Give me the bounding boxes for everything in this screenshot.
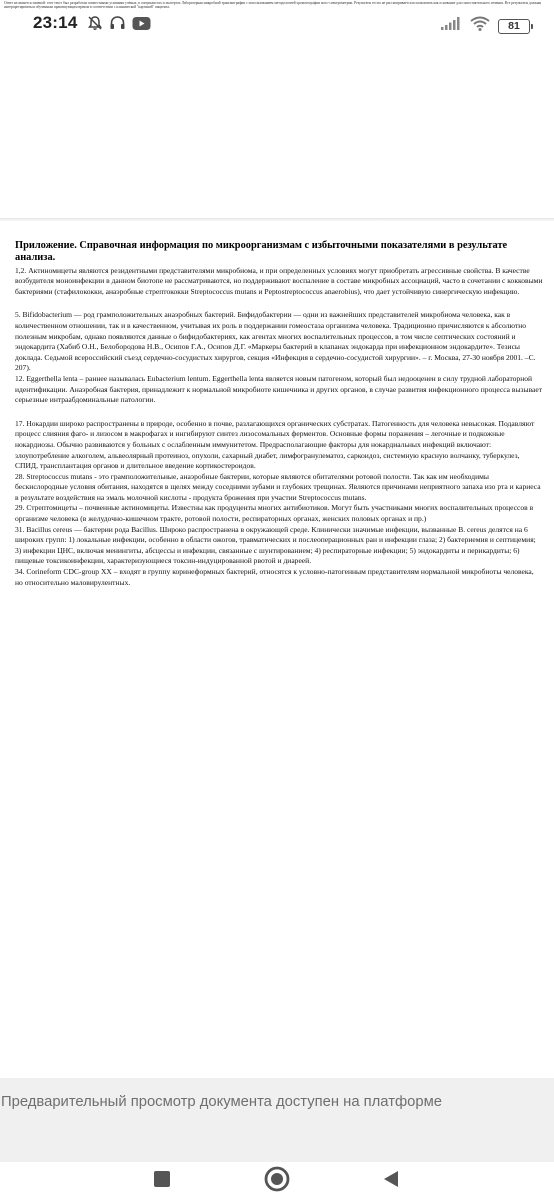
home-circle-icon: [264, 1166, 290, 1197]
paragraph-actinomycetes: 1,2. Актиномицеты являются резидентными представителями микробиома, и при определенных условиях могут приобретать агрессивные свойства. В качестве возбудителя моноинфекции в данном биотопе не рассматриваются, но поддерживают воспаление в составе микробных ассоциаций, часто в сочетании с кокковыми бактериями (стафилококки, анаэробные стрептококки Streptococcus mutans и Peptostreptococcus anaerobius), что дает устойчивую синергическую инфекцию.: [15, 265, 543, 296]
headset-icon: [109, 15, 126, 36]
document-page: [15, 240, 543, 588]
page-divider: [0, 218, 554, 221]
play-icon: [132, 16, 151, 36]
status-bar: [0, 10, 554, 40]
document-disclaimer-header: Ответ не является заменой: этот текст был разработан совместными усилиями учёных, в специалистах и экспертах Лабораторная микробной трансмиграфии с использованием методологией хромотографии масс-спектрометрии. Результаты тесты не рассматривается использовать как основание для самостоятельного лечения. Все результаты должны интерпретироваться обученным практикующим врачом в соответствии с клинической "картиной" пациента.: [4, 1, 542, 10]
back-triangle-icon: [381, 1169, 401, 1194]
signal-icon: [440, 16, 462, 36]
navigation-bar: [0, 1162, 554, 1200]
status-time: 23:14: [33, 13, 78, 32]
preview-notice[interactable]: Предварительный просмотр документа доступен на платформе: [1, 1094, 443, 1110]
battery-icon: 81: [498, 19, 530, 34]
status-system-icons: [440, 16, 530, 36]
paragraph-bacillus-cereus: 31. Bacillus cereus — бактерии рода Bacillus. Широко распространена в окружающей среде. Клинически значимые инфекции, вызванные B. cereus делятся на 6 широких групп: 1) локальные инфекции, особенно в области ожогов, травматических и послеоперационных ран и инфекции глаза; 2) бактериемия и септицемия; 3) инфекции ЦНС, включая менингиты, абсцессы и инфекции, связанные с шунтированием; 4) респираторные инфекции; 5) эндокардиты и перикардиты; 6) пищевые токсикоинфекции, характеризующиеся токсин-индуцированной рвотой и диареей.: [15, 524, 536, 566]
bell-off-icon: [87, 15, 103, 36]
preview-banner: [0, 1078, 554, 1162]
paragraph-corineform: 34. Corineform CDC-group XX – входят в группу коринеформных бактерий, относятся к условно-патогенным представителям нормальной микробиоты человека, но относительно маловирулентных.: [15, 567, 534, 587]
paragraph-streptococcus-mutans: 28. Streptococcus mutans - это грамположительные, анаэробные бактерии, которые являются обитателями ротовой полости. Так как им необходимы бескислородные условия обитания, находятся в щелях между соседними зубами и глубоких трещинах. Являются причинами неприятного запаха изо рта и кариеса в результате воздействия на эмаль молочной кислоты - продукта брожения при участии Streptococcus mutans.: [15, 471, 541, 502]
paragraph-eggerthella: 12. Eggerthella lenta – раннее называлась Eubacterium lentum. Eggerthella lenta является новым патогеном, который был недооценен в силу трудной лабораторной идентификации. Анаэробная бактерия, принадлежит к нормальной микробиоте кишечника и других органов, в случае развития инфекционного процесса вызывает серьезные интраабдоминальные патологии.: [15, 373, 543, 405]
home-button[interactable]: [252, 1162, 302, 1200]
recents-button[interactable]: [137, 1162, 187, 1200]
document-title: Приложение. Справочная информация по микроорганизмам с избыточными показателями в результате анализа.: [15, 240, 508, 263]
wifi-icon: [470, 16, 490, 36]
paragraph-nocardia: 17. Нокардии широко распространены в природе, особенно в почве, разлагающихся органических субстратах. Патогенность для человека невысокая. Подавляют процесс слияния фаго- и лизосом в макрофагах и ингибируют синтез лизосомальных ферментов. Основные формы поражения – легочные и подкожные нокардиозы. Обычно развиваются у больных с ослабленным иммунитетом. Предрасполагающие факторы для нокардиальных инфекций включают: злоупотребление алкоголем, альвеолярный протеиноз, опухоли, сахарный диабет, лимфогранулематоз, саркоидоз, системную красную волчанку, туберкулез, СПИД, трансплантация органов и длительное введение кортикостероидов.: [15, 418, 535, 471]
paragraph-bifidobacterium: 5. Bifidobacterium — род грамположительных анаэробных бактерий. Бифидобактерии — одни из важнейших представителей микробиома человека, как в количественном отношении, так и в качественном, учитывая их роль в поддержании гомеостаза организма человека. Традиционно причисляются к абсолютно полезным микробам, однако появляются данные о бифидобактериях, как агентах многих воспалительных процессов, в том числе септических состояний и эндокардита (Хабиб О.Н., Белобородова Н.В., Осипов Г.А., Осипов Д.Г. «Маркеры бактерий в клапанах эндокарда при инфекционном эндокардите». Тезисы доклада. Седьмой всероссийский съезд сердечно-сосудистых хирургов, секция «Инфекция в сердечно-сосудистой хирургии». – г. Москва, 27-30 ноября 2001. –С. 207).: [15, 310, 536, 373]
paragraph-streptomyces: 29. Стрептомицеты – почвенные актиномицеты. Известны как продуценты многих антибиотиков. Могут быть участниками многих воспалительных процессов в организме человека (в желудочно-кишечном тракте, ротовой полости, респираторных органах, женских половых органах и пр.): [15, 503, 534, 524]
back-button[interactable]: [366, 1162, 416, 1200]
recents-square-icon: [153, 1170, 171, 1193]
status-notification-icons: [87, 15, 151, 36]
